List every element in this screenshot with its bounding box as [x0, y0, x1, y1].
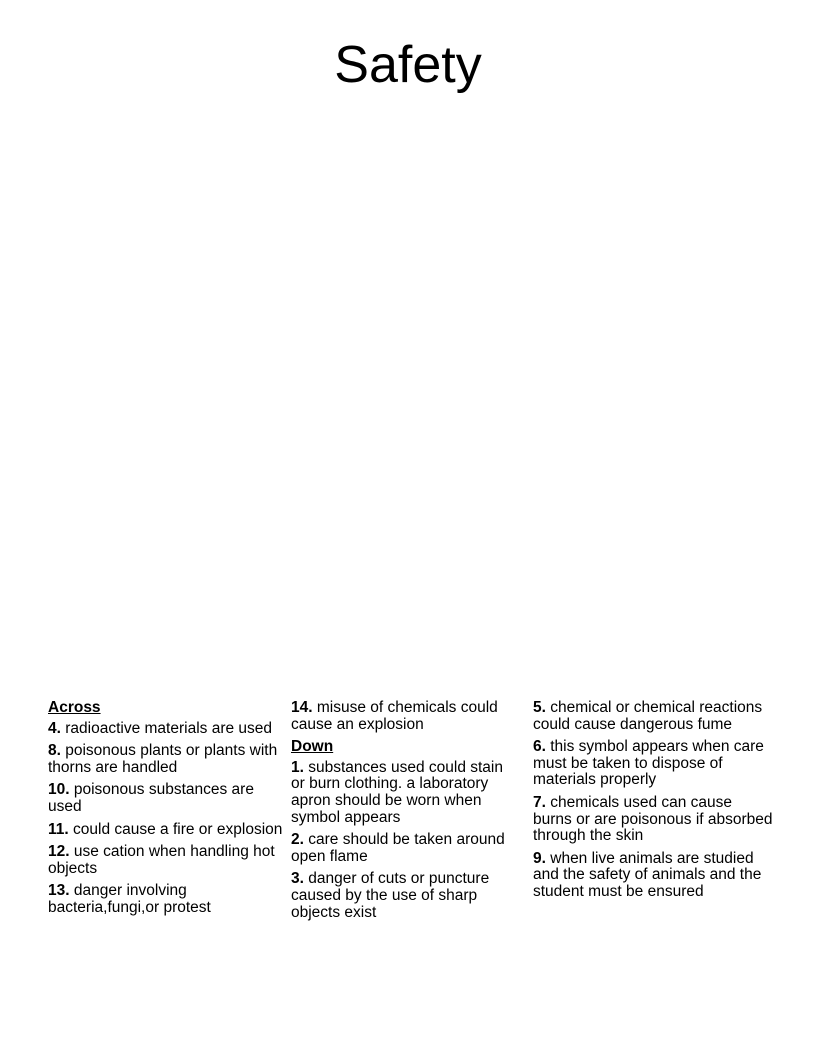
across-clue-14: 14. misuse of chemicals could cause an explosion — [291, 699, 498, 733]
clue-column-2 — [291, 700, 516, 927]
down-clue-1: 1. substances used could stain or burn clothing. a laboratory apron should be worn when symbol appears — [291, 758, 503, 826]
across-heading: Across — [48, 699, 101, 716]
down-clue-9: 9. when live animals are studied and the safety of animals and the student must be ensured — [533, 849, 762, 900]
across-clue-8: 8. poisonous plants or plants with thorns are handled — [48, 742, 278, 776]
down-clue-3: 3. danger of cuts or puncture caused by the use of sharp objects exist — [291, 870, 490, 921]
across-clue-12: 12. use cation when handling hot objects — [48, 843, 275, 877]
down-heading: Down — [291, 738, 334, 756]
across-clue-10: 10. poisonous substances are used — [48, 781, 254, 815]
down-clue-2: 2. care should be taken around open flame — [291, 831, 505, 865]
across-clue-13: 13. danger involving bacteria,fungi,or protest — [48, 882, 211, 916]
clue-column-3 — [533, 700, 773, 907]
down-clue-5: 5. chemical or chemical reactions could cause dangerous fume — [533, 699, 763, 733]
down-clue-7: 7. chemicals used can cause burns or are poisonous if absorbed through the skin — [533, 793, 773, 845]
down-clue-6: 6. this symbol appears when care must be taken to dispose of materials properly — [533, 738, 764, 789]
across-clue-11: 11. could cause a fire or explosion — [48, 820, 283, 838]
clue-column-1 — [48, 700, 283, 923]
across-clue-4: 4. radioactive materials are used — [48, 719, 273, 737]
puzzle-title: Safety — [334, 36, 482, 94]
